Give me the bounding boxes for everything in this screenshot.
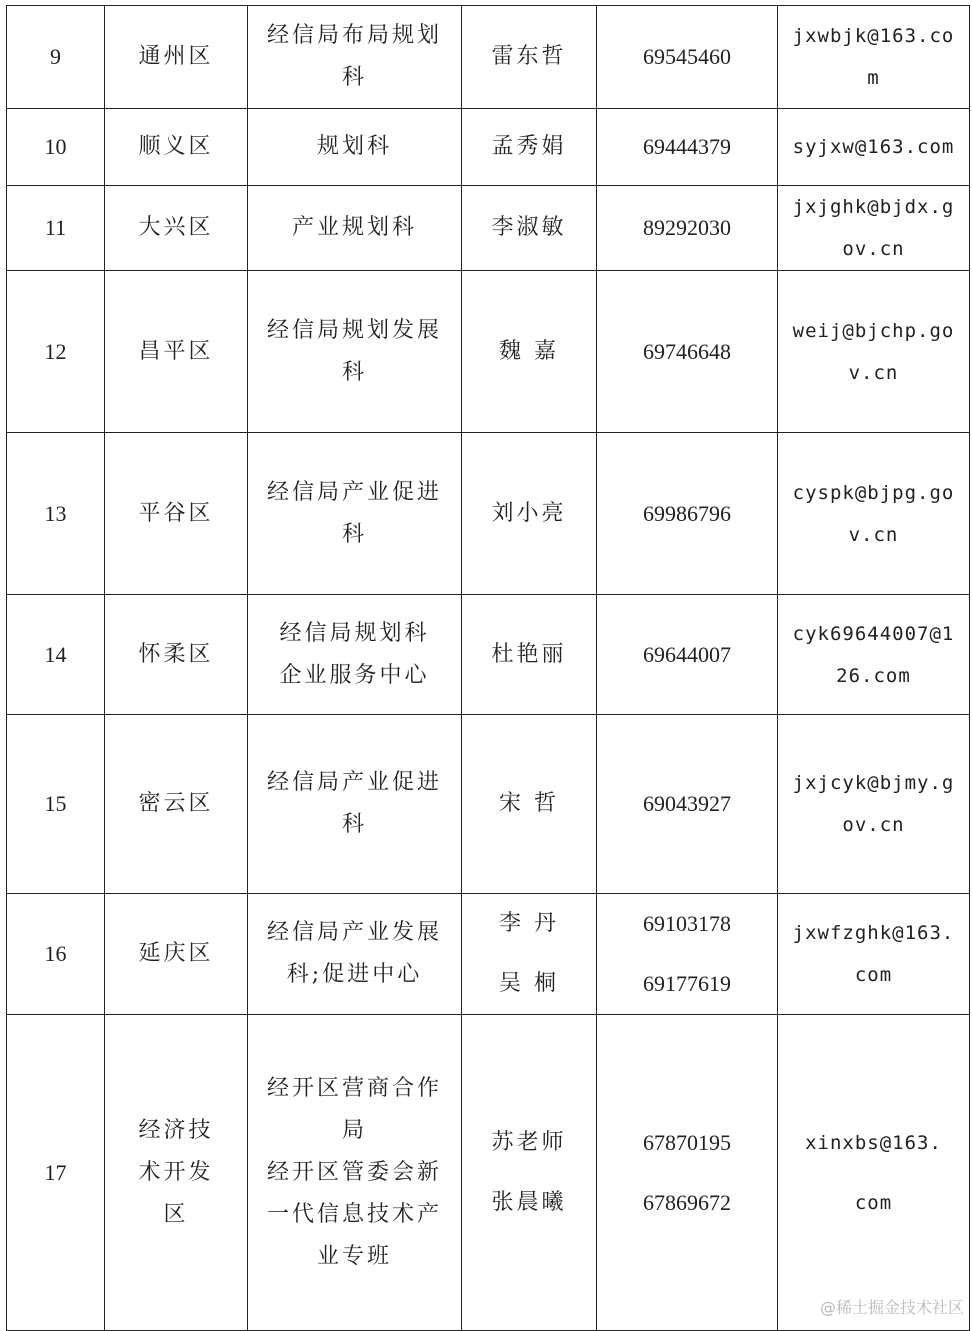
- cell-line: 杜艳丽: [491, 641, 567, 667]
- table-row: [7, 433, 970, 595]
- cell-line: jxjghk@bjdx.g: [792, 196, 955, 218]
- cell-line: 69103178: [643, 911, 731, 936]
- email-cell: [778, 715, 970, 894]
- contact-person-cell: [462, 595, 597, 715]
- row-number-cell: 12: [7, 271, 105, 433]
- cell-line: 规划科: [316, 134, 392, 159]
- cell-line: 69444379: [643, 134, 731, 159]
- phone-cell: [597, 6, 778, 109]
- row-number-cell: 11: [7, 186, 105, 271]
- row-number-cell: 14: [7, 595, 105, 715]
- cell-line: jxwfzghk@163.: [792, 922, 955, 944]
- cell-line: cyk69644007@1: [792, 622, 955, 645]
- row-number-cell: 13: [7, 433, 105, 595]
- cell-line: m: [867, 67, 880, 89]
- cell-line: jxwbjk@163.co: [792, 25, 955, 47]
- email-cell: [778, 1015, 970, 1331]
- cell-line: 科: [341, 359, 367, 385]
- cell-line: cyspk@bjpg.go: [792, 481, 955, 504]
- contact-person-cell: [462, 109, 597, 186]
- cell-line: 69177619: [643, 971, 731, 996]
- row-number-cell: 17: [7, 1015, 105, 1331]
- cell-line: 一代信息技术产: [266, 1201, 442, 1227]
- cell-line: com: [854, 964, 893, 986]
- table-row: [7, 6, 970, 109]
- row-number-cell: 9: [7, 6, 105, 109]
- district-cell: 怀柔区: [105, 595, 248, 715]
- phone-cell: [597, 186, 778, 271]
- phone-cell: [597, 715, 778, 894]
- cell-line: 经信局产业发展: [266, 920, 442, 945]
- table-row: [7, 186, 970, 271]
- email-cell: [778, 109, 970, 186]
- email-cell: [778, 894, 970, 1015]
- department-cell: [248, 894, 462, 1015]
- table-row: [7, 109, 970, 186]
- district-cell: 大兴区: [105, 186, 248, 271]
- cell-line: jxjcyk@bjmy.g: [792, 772, 955, 794]
- email-cell: [778, 271, 970, 433]
- phone-cell: [597, 109, 778, 186]
- cell-line: 科: [341, 521, 367, 547]
- row-number-cell: 16: [7, 894, 105, 1015]
- cell-line: 产业规划科: [291, 215, 417, 240]
- cell-line: com: [854, 1191, 893, 1214]
- contact-person-cell: [462, 6, 597, 109]
- district-cell: 顺义区: [105, 109, 248, 186]
- table-row: [7, 271, 970, 433]
- department-cell: [248, 595, 462, 715]
- contact-person-cell: [462, 894, 597, 1015]
- cell-line: 刘小亮: [491, 500, 567, 526]
- cell-line: 26.com: [836, 664, 911, 687]
- contact-person-cell: [462, 186, 597, 271]
- cell-line: v.cn: [848, 523, 899, 546]
- department-cell: [248, 271, 462, 433]
- cell-line: 经信局产业促进: [266, 479, 442, 505]
- cell-line: ov.cn: [842, 238, 905, 260]
- department-cell: [248, 6, 462, 109]
- watermark: @稀土掘金技术社区: [819, 1298, 964, 1317]
- cell-line: 69043927: [643, 791, 731, 816]
- cell-line: v.cn: [848, 361, 899, 384]
- district-cell: 通州区: [105, 6, 248, 109]
- department-cell: [248, 186, 462, 271]
- email-cell: [778, 433, 970, 595]
- contact-person-cell: [462, 715, 597, 894]
- email-cell: [778, 595, 970, 715]
- table-row: [7, 1015, 970, 1331]
- department-cell: [248, 715, 462, 894]
- contact-person-cell: [462, 271, 597, 433]
- district-cell: 昌平区: [105, 271, 248, 433]
- cell-line: 孟秀娟: [491, 134, 567, 159]
- cell-line: 科: [341, 65, 367, 90]
- cell-line: 经信局规划发展: [266, 317, 442, 343]
- cell-line: 89292030: [643, 215, 731, 240]
- cell-line: 69986796: [643, 500, 731, 526]
- email-cell: [778, 186, 970, 271]
- cell-line: 张晨曦: [491, 1189, 567, 1215]
- cell-line: 局: [341, 1117, 367, 1143]
- contact-person-cell: [462, 1015, 597, 1331]
- phone-cell: [597, 271, 778, 433]
- cell-line: 经信局布局规划: [266, 23, 442, 48]
- contact-person-cell: [462, 433, 597, 595]
- phone-cell: [597, 894, 778, 1015]
- phone-cell: [597, 595, 778, 715]
- cell-line: 苏老师: [491, 1129, 567, 1155]
- cell-line: 69644007: [643, 641, 731, 667]
- department-cell: [248, 109, 462, 186]
- cell-line: 吴 桐: [499, 971, 559, 996]
- phone-cell: [597, 433, 778, 595]
- table-row: [7, 715, 970, 894]
- email-cell: [778, 6, 970, 109]
- cell-line: xinxbs@163.: [805, 1131, 942, 1154]
- cell-line: 经开区管委会新: [266, 1159, 442, 1185]
- phone-cell: [597, 1015, 778, 1331]
- cell-line: 宋 哲: [499, 791, 559, 816]
- row-number-cell: 15: [7, 715, 105, 894]
- district-cell: 密云区: [105, 715, 248, 894]
- cell-line: 科;促进中心: [286, 962, 423, 987]
- cell-line: 企业服务中心: [279, 662, 430, 688]
- cell-line: ov.cn: [842, 814, 905, 836]
- row-number-cell: 10: [7, 109, 105, 186]
- district-cell: 延庆区: [105, 894, 248, 1015]
- contact-table: [6, 5, 970, 1331]
- cell-line: weij@bjchp.go: [792, 319, 955, 342]
- cell-line: 李淑敏: [491, 215, 567, 240]
- department-cell: [248, 1015, 462, 1331]
- cell-line: 67870195: [643, 1129, 731, 1155]
- cell-line: 业专班: [316, 1243, 392, 1269]
- cell-line: 雷东哲: [491, 44, 567, 69]
- cell-line: 67869672: [643, 1189, 731, 1215]
- cell-line: 经信局产业促进: [266, 770, 442, 795]
- cell-line: 经开区营商合作: [266, 1075, 442, 1101]
- district-cell: 平谷区: [105, 433, 248, 595]
- cell-line: 69746648: [643, 338, 731, 364]
- district-cell: 经济技术开发区: [105, 1015, 248, 1331]
- department-cell: [248, 433, 462, 595]
- cell-line: 69545460: [643, 44, 731, 69]
- cell-line: 李 丹: [499, 911, 559, 936]
- cell-line: syjxw@163.com: [792, 136, 955, 158]
- table-row: [7, 894, 970, 1015]
- table-row: [7, 595, 970, 715]
- cell-line: 魏 嘉: [499, 338, 559, 364]
- cell-line: 经信局规划科: [279, 620, 430, 646]
- cell-line: 科: [341, 812, 367, 837]
